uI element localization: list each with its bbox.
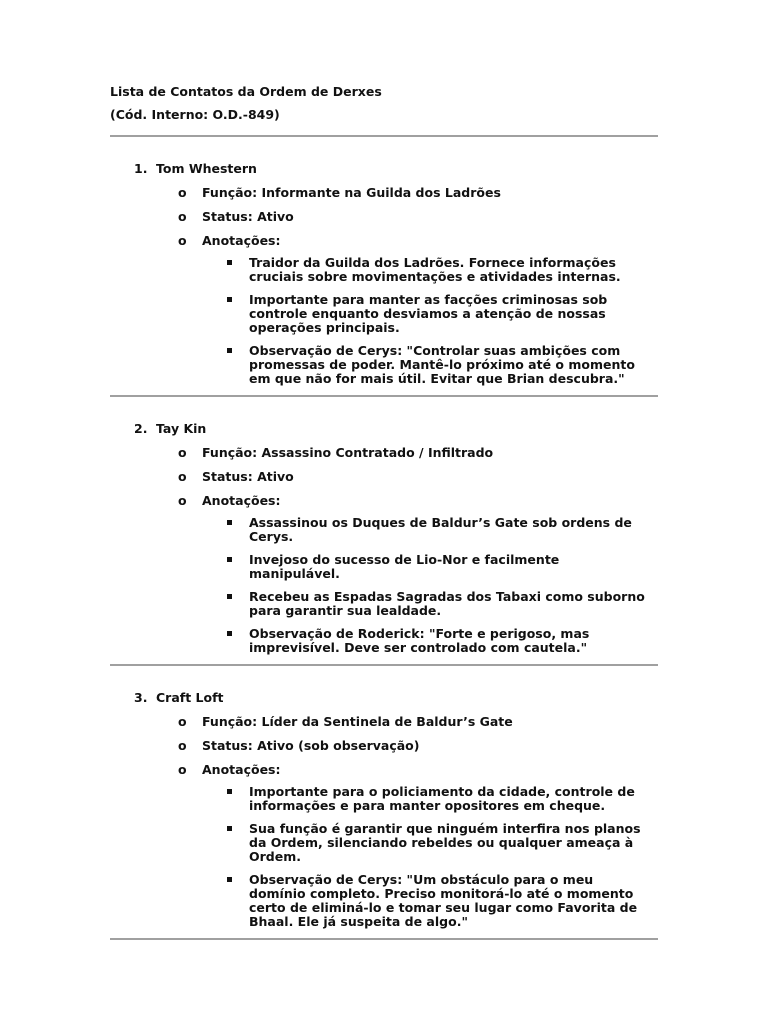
contact-role — [178, 185, 658, 201]
notes-label-text: Anotações: — [202, 233, 281, 248]
note-text: Observação de Cerys: "Controlar suas ambições com promessas de poder. Mantê-lo próximo até o momento em que não for mais útil. Evitar que Brian descubra." — [249, 343, 635, 386]
circle-bullet-icon: o — [178, 493, 187, 508]
circle-bullet-icon: o — [178, 445, 187, 460]
circle-bullet-icon: o — [178, 469, 187, 484]
note-item — [224, 785, 658, 813]
document-title: Lista de Contatos da Ordem de Derxes — [110, 84, 382, 99]
circle-bullet-icon: o — [178, 714, 187, 729]
status-text: Status: Ativo (sob observação) — [202, 738, 420, 753]
contact-notes-label — [178, 493, 658, 509]
note-item — [224, 256, 658, 284]
square-bullet-icon — [224, 873, 249, 929]
square-bullet-icon — [224, 590, 249, 618]
contact-number: 2. — [134, 421, 148, 436]
contact-notes-label — [178, 233, 658, 249]
contact-status — [178, 738, 658, 754]
note-item — [224, 590, 658, 618]
note-text: Recebeu as Espadas Sagradas dos Tabaxi como suborno para garantir sua lealdade. — [249, 589, 645, 618]
note-text: Observação de Cerys: "Um obstáculo para o meu domínio completo. Preciso monitorá-lo até o momento certo de eliminá-lo e tomar seu lugar como Favorita de Bhaal. Ele já suspeita de algo." — [249, 872, 638, 929]
notes-list — [224, 516, 658, 655]
square-bullet-icon — [224, 822, 249, 864]
contact-number: 1. — [134, 161, 148, 176]
contact-heading — [110, 690, 658, 706]
notes-label-text: Anotações: — [202, 762, 281, 777]
contact-role — [178, 714, 658, 730]
contact-name: Craft Loft — [156, 690, 224, 705]
contact-name: Tay Kin — [156, 421, 207, 436]
contact-status — [178, 209, 658, 225]
status-text: Status: Ativo — [202, 469, 294, 484]
note-item — [224, 553, 658, 581]
contact-heading — [110, 161, 658, 177]
note-item — [224, 516, 658, 544]
square-bullet-icon — [224, 785, 249, 813]
contact-divider — [110, 395, 658, 397]
contact-item — [110, 421, 658, 666]
note-item — [224, 822, 658, 864]
circle-bullet-icon: o — [178, 185, 187, 200]
square-bullet-icon — [224, 293, 249, 335]
contact-item — [110, 161, 658, 397]
circle-bullet-icon: o — [178, 209, 187, 224]
contact-notes-label — [178, 762, 658, 778]
circle-bullet-icon: o — [178, 762, 187, 777]
note-text: Invejoso do sucesso de Lio-Nor e facilmente manipulável. — [249, 552, 560, 581]
square-bullet-icon — [224, 627, 249, 655]
contact-name: Tom Whestern — [156, 161, 257, 176]
note-text: Importante para o policiamento da cidade, controle de informações e para manter opositores em cheque. — [249, 784, 635, 813]
note-item — [224, 344, 658, 386]
square-bullet-icon — [224, 344, 249, 386]
note-text: Importante para manter as facções criminosas sob controle enquanto desviamos a atenção de nossas operações principais. — [249, 292, 608, 335]
notes-list — [224, 785, 658, 929]
internal-code: (Cód. Interno: O.D.-849) — [110, 107, 280, 122]
note-text: Sua função é garantir que ninguém interfira nos planos da Ordem, silenciando rebeldes ou qualquer ameaça à Ordem. — [249, 821, 641, 864]
square-bullet-icon — [224, 256, 249, 284]
contact-status — [178, 469, 658, 485]
note-text: Assassinou os Duques de Baldur’s Gate sob ordens de Cerys. — [249, 515, 632, 544]
contact-number: 3. — [134, 690, 148, 705]
note-text: Traidor da Guilda dos Ladrões. Fornece informações cruciais sobre movimentações e atividades internas. — [249, 255, 621, 284]
note-item — [224, 873, 658, 929]
circle-bullet-icon: o — [178, 738, 187, 753]
notes-list — [224, 256, 658, 386]
status-text: Status: Ativo — [202, 209, 294, 224]
contact-heading — [110, 421, 658, 437]
note-item — [224, 627, 658, 655]
circle-bullet-icon: o — [178, 233, 187, 248]
contact-divider — [110, 664, 658, 666]
document-page — [110, 84, 658, 940]
square-bullet-icon — [224, 516, 249, 544]
role-text: Função: Assassino Contratado / Infiltrado — [202, 445, 494, 460]
note-item — [224, 293, 658, 335]
contact-divider — [110, 938, 658, 940]
square-bullet-icon — [224, 553, 249, 581]
role-text: Função: Informante na Guilda dos Ladrões — [202, 185, 501, 200]
header-divider — [110, 135, 658, 137]
notes-label-text: Anotações: — [202, 493, 281, 508]
role-text: Função: Líder da Sentinela de Baldur’s Gate — [202, 714, 513, 729]
contact-item — [110, 690, 658, 940]
contact-role — [178, 445, 658, 461]
note-text: Observação de Roderick: "Forte e perigoso, mas imprevisível. Deve ser controlado com cautela." — [249, 626, 590, 655]
